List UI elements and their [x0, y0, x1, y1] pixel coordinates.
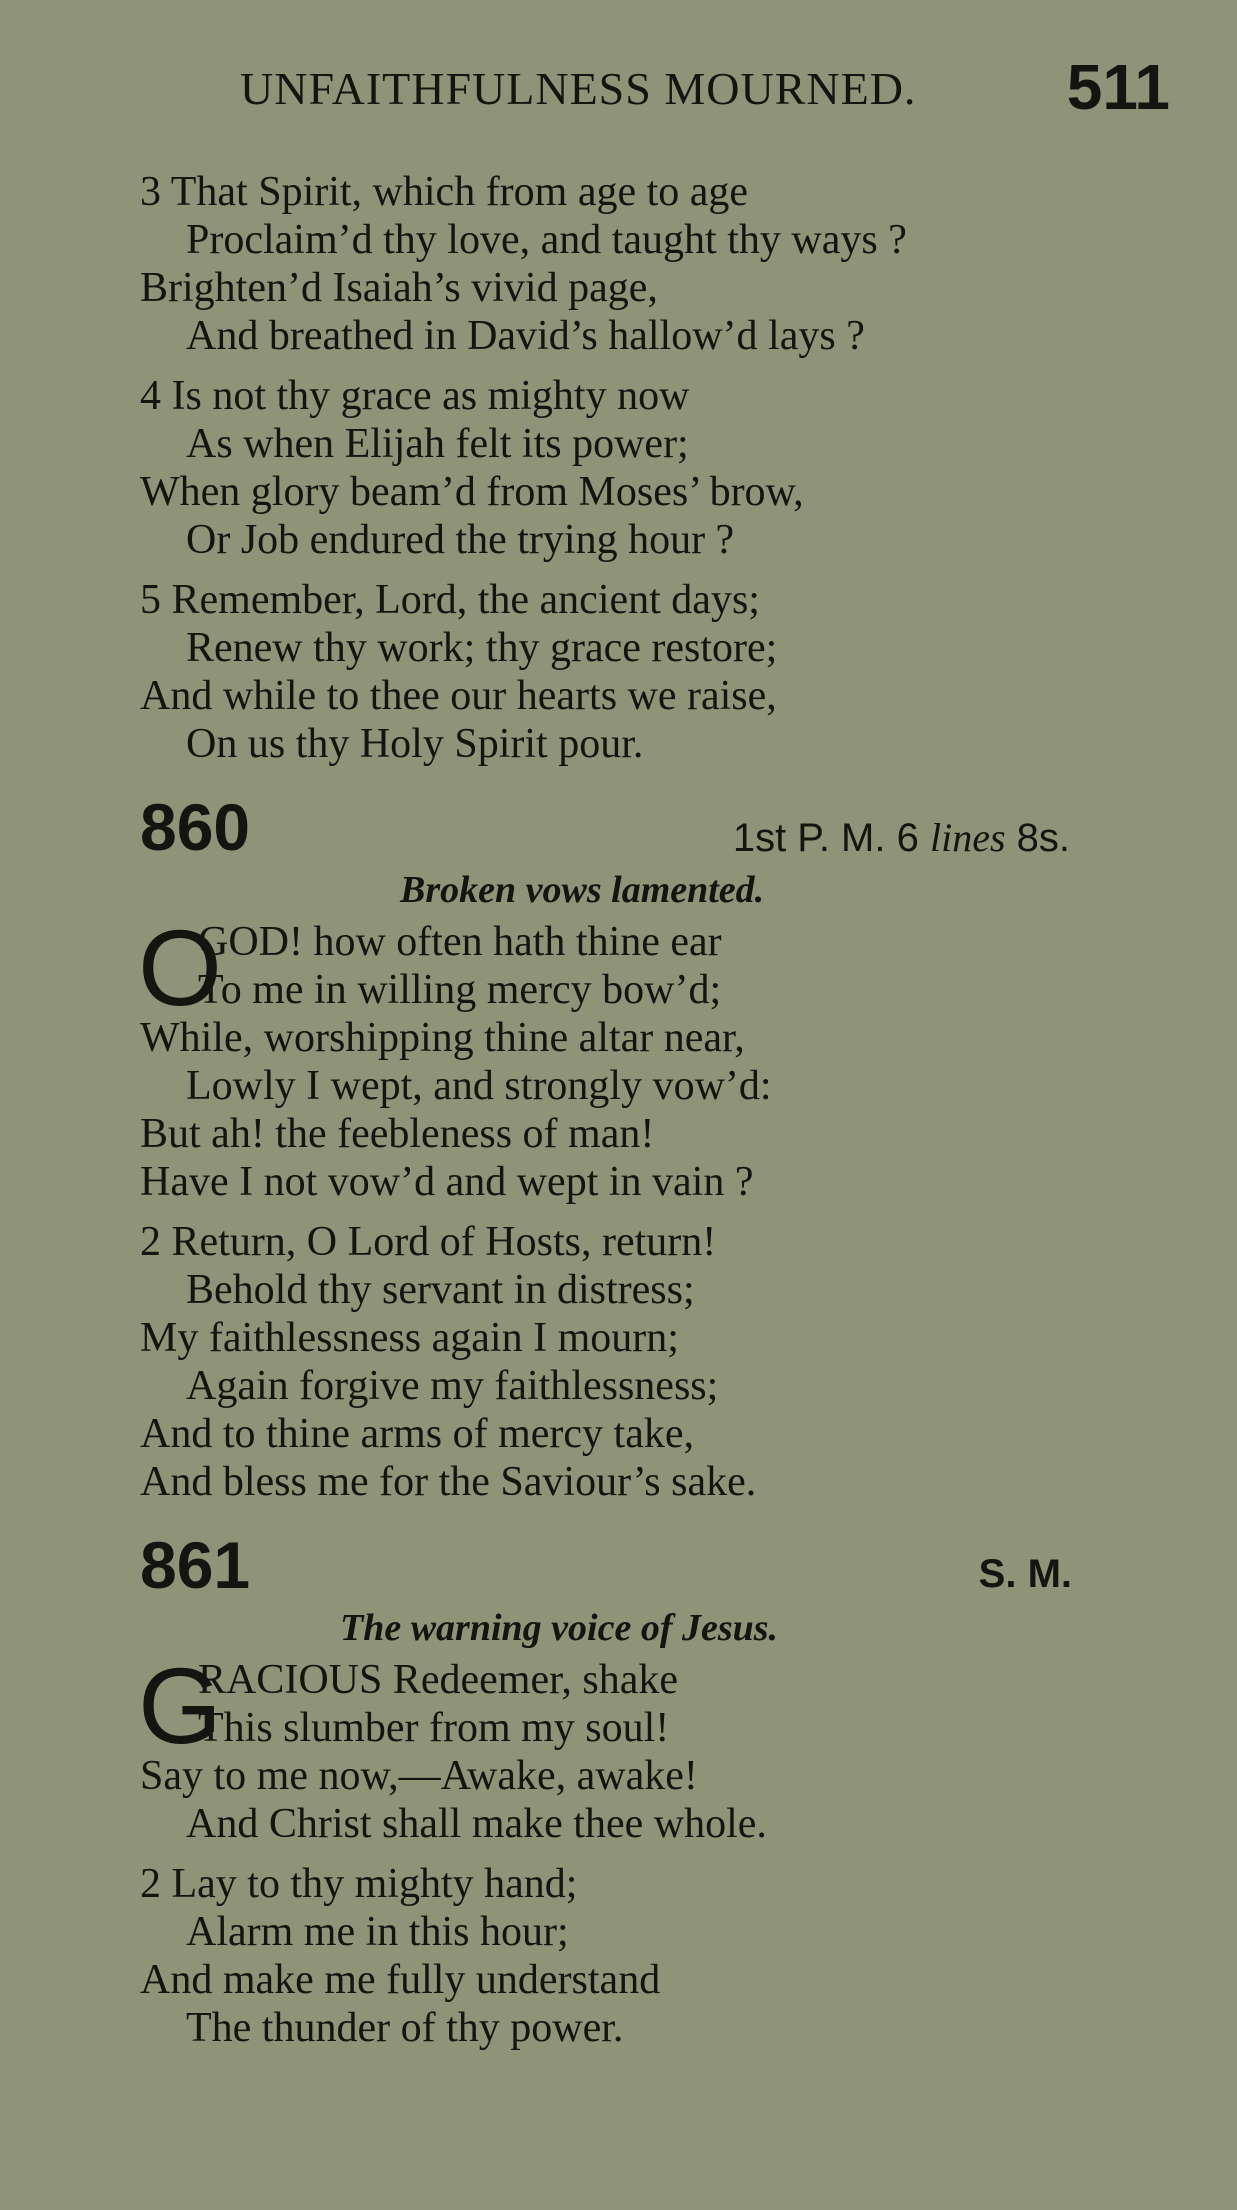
verse-2	[140, 1860, 1190, 2052]
verse-2	[140, 1218, 1190, 1506]
drop-cap: O	[138, 907, 223, 1028]
verse-line: 2 Lay to thy mighty hand;	[140, 1861, 578, 1907]
verse-line: Or Job endured the trying hour ?	[186, 517, 735, 563]
hymn-861	[140, 1530, 1190, 2064]
hymn-header	[140, 1530, 1190, 1606]
verse-line: The thunder of thy power.	[186, 2005, 624, 2051]
hymn-meter: S. M.	[978, 1552, 1072, 1596]
verse-line: Alarm me in this hour;	[186, 1909, 569, 1955]
verse-line: GOD! how often hath thine ear	[198, 919, 722, 965]
running-head	[240, 51, 1170, 123]
verse-line: And to thine arms of mercy take,	[140, 1411, 694, 1457]
verse-line: Proclaim’d thy love, and taught thy ways ?	[186, 217, 907, 263]
meter-text: 1st P. M. 6	[732, 816, 919, 860]
verse-line: While, worshipping thine altar near,	[140, 1015, 745, 1061]
page-number: 511	[1066, 51, 1170, 123]
verse-line: And Christ shall make thee whole.	[186, 1801, 767, 1847]
verse-line: Say to me now,—Awake, awake!	[140, 1753, 698, 1799]
verse-line: Have I not vow’d and wept in vain ?	[140, 1159, 754, 1205]
verse-line: Renew thy work; thy grace restore;	[186, 625, 778, 671]
running-head-title: UNFAITHFULNESS MOURNED.	[240, 63, 917, 114]
hymn-title: The warning voice of Jesus.	[340, 1607, 779, 1649]
verse-3	[140, 168, 1190, 360]
verse-line: 4 Is not thy grace as mighty now	[140, 373, 690, 419]
drop-cap: G	[138, 1645, 223, 1766]
meter-italic: lines	[929, 815, 1006, 860]
verse-line: But ah! the feebleness of man!	[140, 1111, 655, 1157]
verse-line: 2 Return, O Lord of Hosts, return!	[140, 1219, 717, 1265]
verse-line: Behold thy servant in distress;	[186, 1267, 695, 1313]
verse-line: 3 That Spirit, which from age to age	[140, 169, 749, 215]
verse-line: When glory beam’d from Moses’ brow,	[140, 469, 804, 515]
verse-line: This slumber from my soul!	[198, 1705, 670, 1751]
verse-line: As when Elijah felt its power;	[186, 421, 689, 467]
verse-line: My faithlessness again I mourn;	[140, 1315, 679, 1361]
hymn-number: 861	[140, 1528, 251, 1602]
hymn-meter	[733, 814, 1070, 861]
verse-line: Again forgive my faithlessness;	[186, 1363, 719, 1409]
verse-line: RACIOUS Redeemer, shake	[198, 1657, 679, 1703]
hymn-title: Broken vows lamented.	[400, 869, 765, 911]
hymn-header	[140, 792, 1190, 868]
verse-line: To me in willing mercy bow’d;	[198, 967, 722, 1013]
verse-line: And bless me for the Saviour’s sake.	[140, 1459, 757, 1505]
verse-line: And while to thee our hearts we raise,	[140, 673, 777, 719]
verse-1	[138, 1645, 1190, 1848]
verse-line: Brighten’d Isaiah’s vivid page,	[140, 265, 658, 311]
previous-hymn-continuation	[140, 168, 1190, 780]
verse-5	[140, 576, 1190, 768]
verse-line: 5 Remember, Lord, the ancient days;	[140, 577, 760, 623]
verse-line: And make me fully understand	[140, 1957, 661, 2003]
verse-4	[140, 372, 1190, 564]
hymn-860	[140, 792, 1190, 1518]
meter-text: 8s.	[1016, 816, 1070, 860]
hymn-number: 860	[140, 790, 251, 864]
verse-line: Lowly I wept, and strongly vow’d:	[186, 1063, 772, 1109]
verse-1	[138, 907, 1190, 1206]
verse-line: On us thy Holy Spirit pour.	[186, 721, 644, 767]
verse-line: And breathed in David’s hallow’d lays ?	[186, 313, 865, 359]
